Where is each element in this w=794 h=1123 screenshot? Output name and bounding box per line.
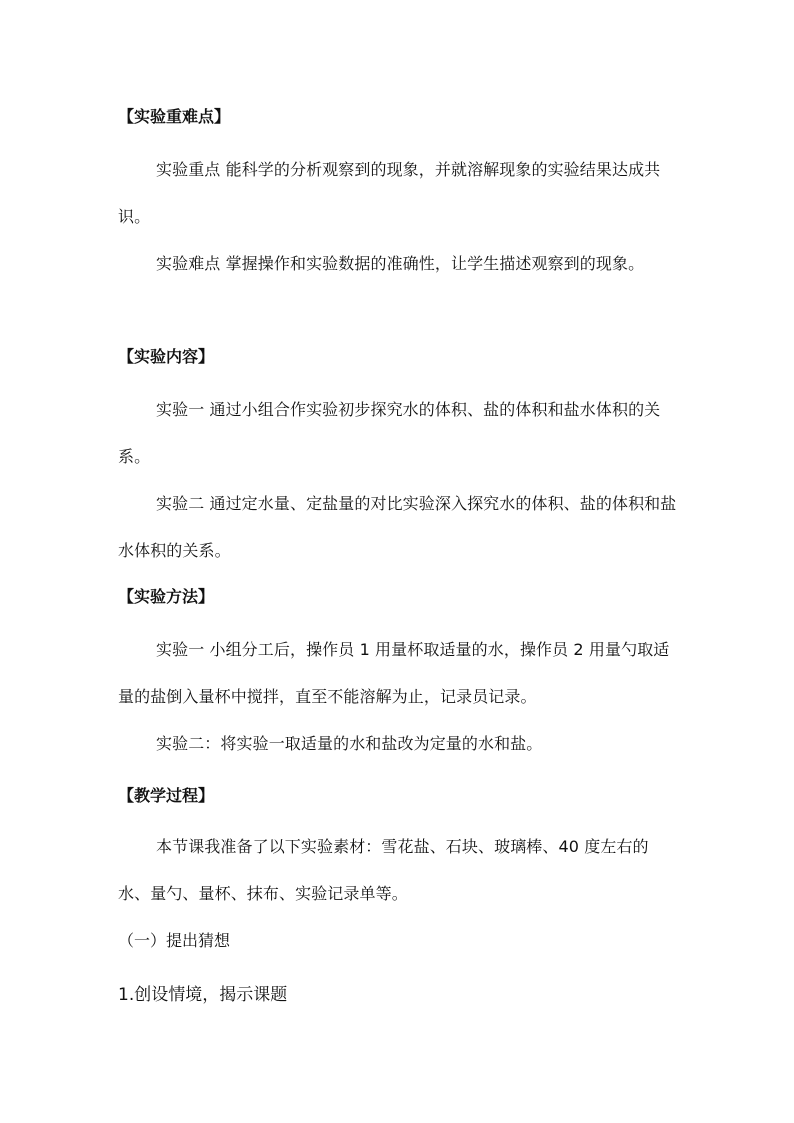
heading-method: 【实验方法】 — [118, 587, 215, 606]
heading-process: 【教学过程】 — [118, 786, 215, 805]
heading-difficulty: 【实验重难点】 — [118, 107, 231, 126]
paragraph-content-exp1: 实验一 通过小组合作实验初步探究水的体积、盐的体积和盐水体积的关系。 — [118, 400, 661, 466]
subheading-guess: （一）提出猜想 — [118, 931, 231, 950]
paragraph-process-intro: 本节课我准备了以下实验素材：雪花盐、石块、玻璃棒、40 度左右的水、量勺、量杯、抹布、实验记录单等。 — [118, 837, 649, 903]
paragraph-hard-point: 实验难点 掌握操作和实验数据的准确性，让学生描述观察到的现象。 — [156, 254, 645, 273]
paragraph-key-point: 实验重点 能科学的分析观察到的现象，并就溶解现象的实验结果达成共识。 — [118, 160, 661, 226]
subheading-step1: 1.创设情境，揭示课题 — [118, 985, 288, 1005]
paragraph-method-exp1: 实验一 小组分工后，操作员 1 用量杯取适量的水，操作员 2 用量勺取适量的盐倒入量杯中搅拌，直至不能溶解为止，记录员记录。 — [118, 640, 670, 706]
paragraph-method-exp2: 实验二：将实验一取适量的水和盐改为定量的水和盐。 — [156, 734, 543, 753]
heading-content: 【实验内容】 — [118, 347, 215, 366]
paragraph-content-exp2: 实验二 通过定水量、定盐量的对比实验深入探究水的体积、盐的体积和盐水体积的关系。 — [118, 494, 677, 560]
